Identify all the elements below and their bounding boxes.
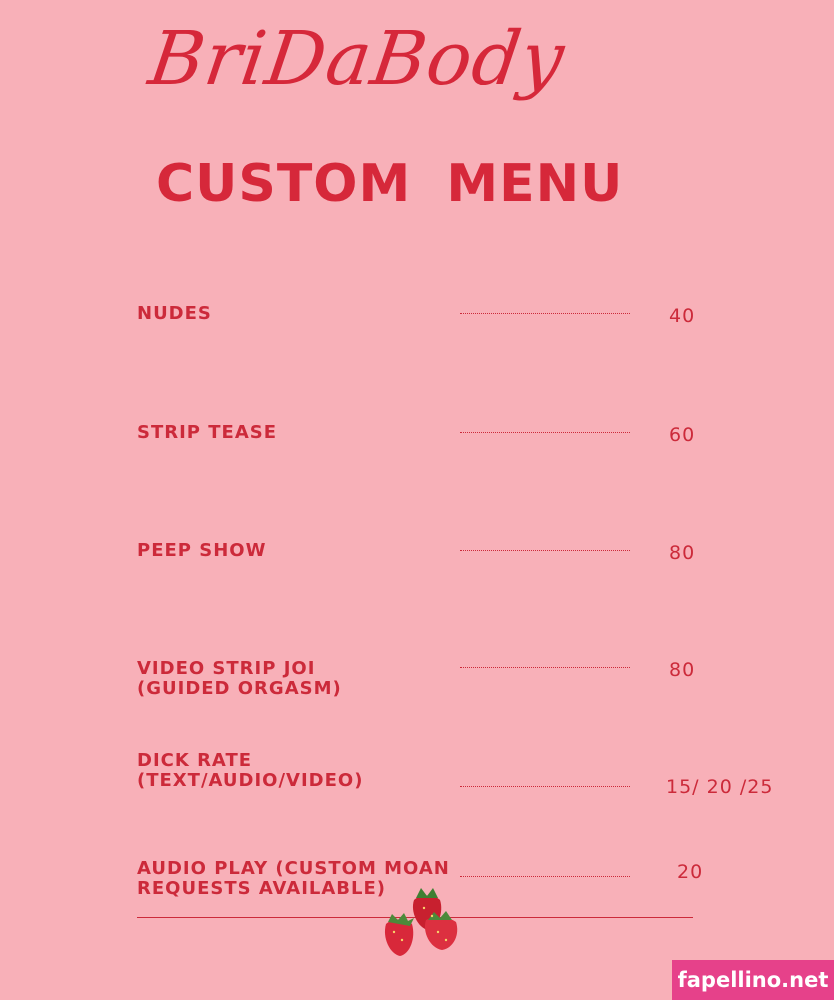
menu-item-name: PEEP SHOW bbox=[137, 540, 267, 561]
dot-leader bbox=[460, 667, 630, 668]
dot-leader bbox=[460, 432, 630, 433]
menu-item-name: AUDIO PLAY (CUSTOM MOAN REQUESTS AVAILABLE) bbox=[137, 858, 450, 899]
menu-item-price: 80 bbox=[669, 659, 696, 681]
menu-item-name: DICK RATE (TEXT/AUDIO/VIDEO) bbox=[137, 750, 364, 791]
strawberries-icon bbox=[378, 880, 468, 960]
menu-title: CUSTOM MENU bbox=[156, 154, 624, 214]
dot-leader bbox=[460, 786, 630, 787]
dot-leader bbox=[460, 313, 630, 314]
menu-item-price: 20 bbox=[677, 861, 704, 883]
menu-item-price: 60 bbox=[669, 424, 696, 446]
menu-item-name: VIDEO STRIP JOI (GUIDED ORGASM) bbox=[137, 658, 342, 699]
dot-leader bbox=[460, 550, 630, 551]
menu-item-price: 40 bbox=[669, 305, 696, 327]
menu-item-price: 15/ 20 /25 bbox=[666, 776, 774, 798]
dot-leader bbox=[460, 876, 630, 877]
menu-item-name: NUDES bbox=[137, 303, 212, 324]
menu-item-name: STRIP TEASE bbox=[137, 422, 278, 443]
menu-item-price: 80 bbox=[669, 542, 696, 564]
brand-logo: BriDaBody bbox=[143, 16, 571, 102]
watermark: fapellino.net bbox=[672, 960, 834, 1000]
